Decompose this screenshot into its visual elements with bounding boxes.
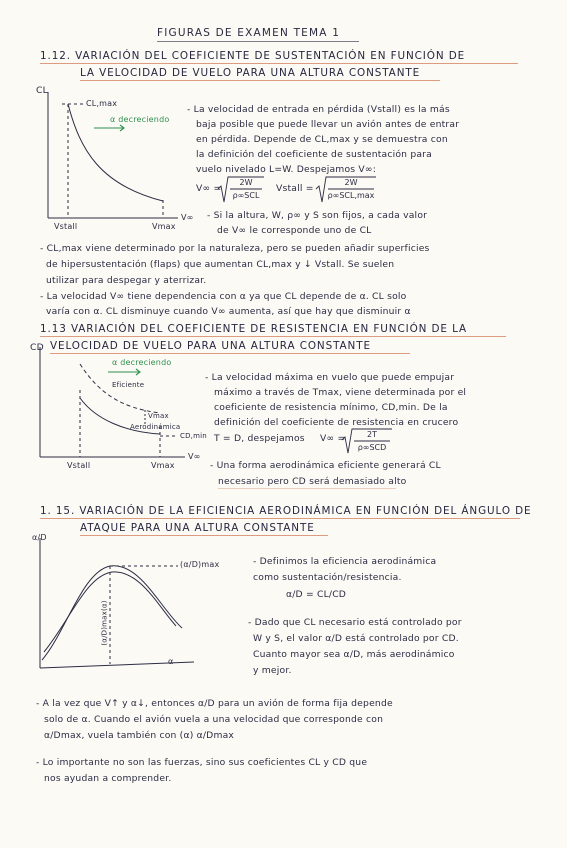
s2-eq: V∞ =: [320, 433, 346, 444]
s1-text-line-3: en pérdida. Depende de CL,max y se demuestra con: [196, 134, 448, 145]
graph2-y-axis-label: CD: [30, 342, 44, 353]
s3-text2-line-2: W y S, el valor α/D está controlado por CD.: [253, 633, 459, 644]
graph1-vstall-label: Vstall: [54, 222, 78, 231]
s1-text-line-2: baja posible que puede llevar un avión antes de entrar: [196, 119, 460, 130]
s2-text-line-5: T = D, despejamos: [214, 433, 305, 444]
s2-eq-num: 2T: [367, 430, 377, 439]
s2-text-line-1: - La velocidad máxima en vuelo que puede empujar: [205, 372, 455, 383]
s3-body-line-1: - A la vez que V↑ y α↓, entonces α/D para un avión de forma fija depende: [36, 698, 393, 709]
graph3-vertical-label: (α/D)max(α): [100, 600, 109, 646]
s1-note-line-1: - Si la altura, W, ρ∞ y S son fijos, a cada valor: [207, 210, 428, 221]
s2-text-line-2: máximo a través de Tmax, viene determinada por el: [214, 387, 467, 398]
s1-text-line-5: vuelo nivelado L=W. Despejamos V∞:: [196, 164, 377, 175]
graph2-vstall-label: Vstall: [67, 461, 91, 470]
s1-eq-right-den: ρ∞SCL,max: [327, 191, 375, 200]
s1-eq-right: Vstall =: [276, 183, 314, 194]
s2-text-line-4: definición del coeficiente de resistencia en crucero: [214, 417, 459, 428]
graph2-vmax-label: Vmax: [151, 461, 175, 470]
s1-text-line-1: - La velocidad de entrada en pérdida (Vstall) es la más: [187, 104, 450, 115]
s3-body-line-2: solo de α. Cuando el avión vuela a una velocidad que corresponde con: [44, 714, 384, 725]
s3-text2-line-4: y mejor.: [253, 665, 292, 676]
s1-body-line-2: de hipersustentación (flaps) que aumentan CL,max y ↓ Vstall. Se suelen: [46, 259, 395, 270]
s1-eq-left-den: ρ∞SCL: [232, 191, 260, 200]
graph1-vmax-label: Vmax: [152, 222, 176, 231]
s3-final-line-1: - Lo importante no son las fuerzas, sino sus coeficientes CL y CD que: [36, 757, 368, 768]
s2-text-line-3: coeficiente de resistencia mínimo, CD,min. De la: [214, 402, 448, 413]
s2-note-line-1: - Una forma aerodinámica eficiente generará CL: [210, 460, 441, 471]
s1-body-line-1: - CL,max viene determinado por la naturaleza, pero se pueden añadir superficies: [40, 243, 430, 254]
section-1-heading-line2: LA VELOCIDAD DE VUELO PARA UNA ALTURA CONSTANTE: [80, 67, 421, 79]
s1-eq-left: V∞ =: [196, 183, 222, 194]
graph1-y-axis-label: CL: [36, 85, 48, 96]
section-1-heading-line1: 1.12. VARIACIÓN DEL COEFICIENTE DE SUSTENTACIÓN EN FUNCIÓN DE: [40, 50, 466, 62]
s1-body-line-4: - La velocidad V∞ tiene dependencia con α ya que CL depende de α. CL solo: [40, 291, 407, 302]
graph2-vmax-annotation: Vmax: [148, 412, 169, 420]
graph2-cdmin-label: CD,min: [180, 432, 207, 440]
graph3-y-axis-label: α/D: [32, 533, 47, 542]
s2-note-line-2: necesario pero CD será demasiado alto: [218, 476, 407, 487]
s1-body-line-3: utilizar para despegar y aterrizar.: [46, 275, 207, 286]
section-3-heading-line2: ATAQUE PARA UNA ALTURA CONSTANTE: [80, 522, 315, 534]
s3-text2-line-3: Cuanto mayor sea α/D, más aerodinámico: [253, 649, 455, 660]
section-2-heading-line1: 1.13 VARIACIÓN DEL COEFICIENTE DE RESISTENCIA EN FUNCIÓN DE LA: [40, 323, 468, 335]
s1-note-line-2: de V∞ le corresponde uno de CL: [217, 225, 372, 236]
s1-eq-left-num: 2W: [239, 178, 253, 187]
section-3-heading-line1: 1. 15. VARIACIÓN DE LA EFICIENCIA AERODINÁMICA EN FUNCIÓN DEL ÁNGULO DE: [40, 505, 532, 517]
graph2-alpha-arrow-label: α decreciendo: [112, 358, 172, 367]
graph1-clmax-label: CL,max: [86, 99, 118, 108]
graph1-x-axis-label: V∞: [181, 213, 194, 222]
s2-eq-den: ρ∞SCD: [357, 443, 387, 452]
graph3-peak-label: (α/D)max: [180, 560, 220, 569]
graph2-aerodinamica-label: Aerodinámica: [130, 423, 181, 431]
s3-final-line-2: nos ayudan a comprender.: [44, 773, 172, 784]
graph2-eficiente-label: Eficiente: [112, 381, 145, 389]
graph3-x-axis-label: α: [168, 657, 174, 666]
s1-eq-right-num: 2W: [344, 178, 358, 187]
s3-text-line-1: - Definimos la eficiencia aerodinámica: [253, 556, 437, 567]
s3-text2-line-1: - Dado que CL necesario está controlado por: [248, 617, 462, 628]
s3-body-line-3: α/Dmax, vuela también con (α) α/Dmax: [44, 730, 235, 741]
graph1-alpha-arrow-label: α decreciendo: [110, 115, 170, 124]
section-2-heading-line2: VELOCIDAD DE VUELO PARA UNA ALTURA CONSTANTE: [50, 340, 371, 352]
s1-text-line-4: la definición del coeficiente de sustentación para: [196, 149, 432, 160]
graph2-x-axis-label: V∞: [188, 452, 201, 461]
s3-text-line-2: como sustentación/resistencia.: [253, 572, 402, 583]
s3-eq: α/D = CL/CD: [286, 589, 347, 600]
page-title: FIGURAS DE EXAMEN TEMA 1: [157, 27, 341, 39]
s1-body-line-5: varía con α. CL disminuye cuando V∞ aumenta, así que hay que disminuir α: [46, 306, 411, 317]
